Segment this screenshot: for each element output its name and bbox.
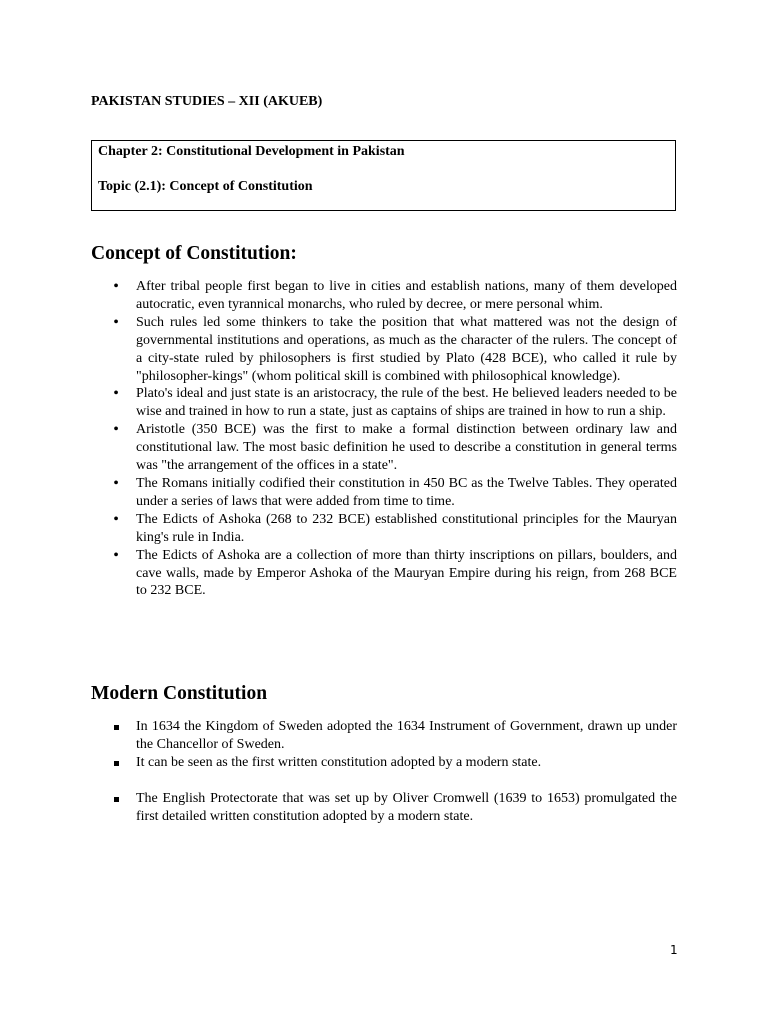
section-heading-modern: Modern Constitution	[91, 683, 268, 704]
list-item	[91, 278, 677, 314]
list-item	[91, 718, 677, 754]
list-item	[91, 790, 677, 826]
chapter-info-box	[91, 140, 676, 211]
document-header: PAKISTAN STUDIES – XII (AKUEB)	[91, 94, 323, 109]
list-item-text: The English Protectorate that was set up by Oliver Cromwell (1639 to 1653) promulgated the first detailed written constitution adopted by a modern state.	[136, 790, 677, 824]
square-bullet-icon	[110, 754, 122, 772]
bullet-icon	[110, 511, 122, 530]
concept-bullet-list	[91, 278, 677, 600]
list-item-text: The Edicts of Ashoka (268 to 232 BCE) established constitutional principles for the Mauryan king's rule in India.	[136, 511, 677, 545]
list-item-text: Aristotle (350 BCE) was the first to make a formal distinction between ordinary law and constitutional law. The most basic definition he used to describe a constitution in general terms was "the arrangement of the offices in a state".	[136, 422, 677, 474]
list-item-text: Such rules led some thinkers to take the position that what mattered was not the design of governmental institutions and operations, as much as the character of the rulers. The concept of a city-state ruled by philosophers is first studied by Plato (428 BCE), who called it rule by "philosopher-kings" (whom political skill is combined with philosophical knowledge).	[136, 314, 677, 384]
square-bullet-icon	[110, 718, 122, 736]
list-item-text: The Edicts of Ashoka are a collection of more than thirty inscriptions on pillars, boulders, and cave walls, made by Emperor Ashoka of the Mauryan Empire during his reign, from 268 BCE to 232 BCE.	[136, 547, 677, 599]
list-item	[91, 314, 677, 386]
topic-title: Topic (2.1): Concept of Constitution	[98, 179, 313, 194]
bullet-icon	[110, 278, 122, 297]
list-item-text: Plato's ideal and just state is an aristocracy, the rule of the best. He believed leaders needed to be wise and trained in how to run a state, just as captains of ships are trained in how to run a ship.	[136, 386, 677, 420]
section-heading-concept: Concept of Constitution:	[91, 243, 297, 264]
list-item-text: After tribal people first began to live in cities and establish nations, many of them developed autocratic, even tyrannical monarchs, who ruled by decree, or mere personal whim.	[136, 279, 677, 312]
bullet-icon	[110, 421, 122, 440]
list-item	[91, 385, 677, 421]
list-item	[91, 754, 677, 772]
list-item-text: The Romans initially codified their constitution in 450 BC as the Twelve Tables. They operated under a series of laws that were added from time to time.	[136, 475, 677, 509]
chapter-title: Chapter 2: Constitutional Development in Pakistan	[98, 144, 405, 159]
page-number: 1	[670, 943, 678, 957]
bullet-icon	[110, 547, 122, 566]
modern-bullet-list	[91, 718, 677, 826]
list-item-text: It can be seen as the first written constitution adopted by a modern state.	[136, 754, 542, 770]
bullet-icon	[110, 475, 122, 494]
list-item-text: In 1634 the Kingdom of Sweden adopted the 1634 Instrument of Government, drawn up under the Chancellor of Sweden.	[136, 719, 677, 752]
list-item	[91, 511, 677, 547]
bullet-icon	[110, 385, 122, 404]
list-item	[91, 547, 677, 601]
square-bullet-icon	[110, 790, 122, 808]
list-item	[91, 421, 677, 475]
list-item	[91, 475, 677, 511]
bullet-icon	[110, 314, 122, 333]
